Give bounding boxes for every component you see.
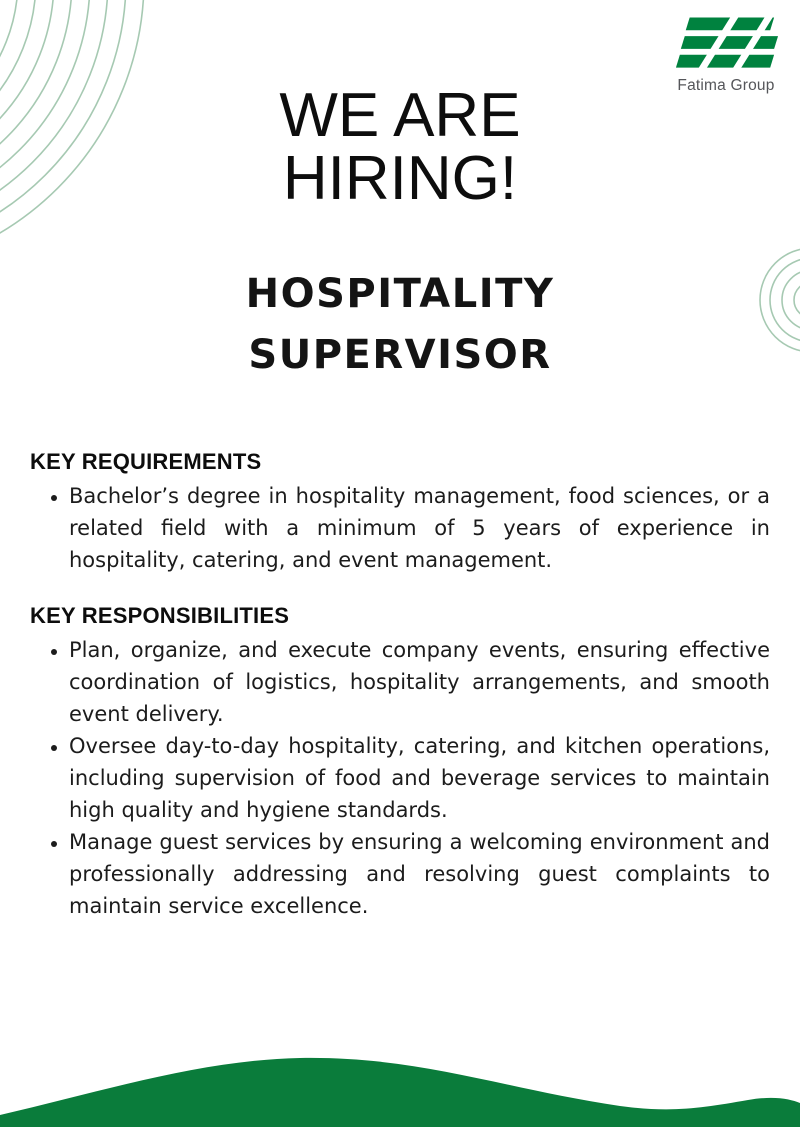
job-title-line-1: HOSPITALITY xyxy=(245,271,555,317)
job-title-line-2: SUPERVISOR xyxy=(248,332,552,378)
hero-title xyxy=(0,81,800,213)
requirements-list xyxy=(30,480,770,576)
brand-name: Fatima Group xyxy=(677,77,775,94)
section-key-requirements xyxy=(30,448,770,576)
section-key-responsibilities xyxy=(30,602,770,922)
section-heading-responsibilities: KEY RESPONSIBILITIES xyxy=(30,603,290,628)
job-title xyxy=(0,264,800,386)
hero-title-line-2: HIRING! xyxy=(282,144,518,213)
list-item: • Plan, organize, and execute company events, ensuring effective coordination of logistics, hospitality arrangements, and smooth event delivery. xyxy=(69,634,770,730)
section-heading-requirements: KEY REQUIREMENTS xyxy=(30,449,262,474)
fatima-group-logo-icon xyxy=(672,16,780,72)
responsibilities-list xyxy=(30,634,770,922)
list-item: • Manage guest services by ensuring a welcoming environment and professionally addressing and resolving guest complaints to maintain service excellence. xyxy=(69,826,770,922)
list-item: • Bachelor’s degree in hospitality management, food sciences, or a related field with a minimum of 5 years of experience in hospitality, catering, and event management. xyxy=(69,480,770,576)
poster-content xyxy=(30,448,770,922)
wave-decoration xyxy=(0,1030,800,1127)
hero-title-line-1: WE ARE xyxy=(279,81,521,150)
list-item: • Oversee day-to-day hospitality, catering, and kitchen operations, including supervision of food and beverage services to maintain high quality and hygiene standards. xyxy=(69,730,770,826)
